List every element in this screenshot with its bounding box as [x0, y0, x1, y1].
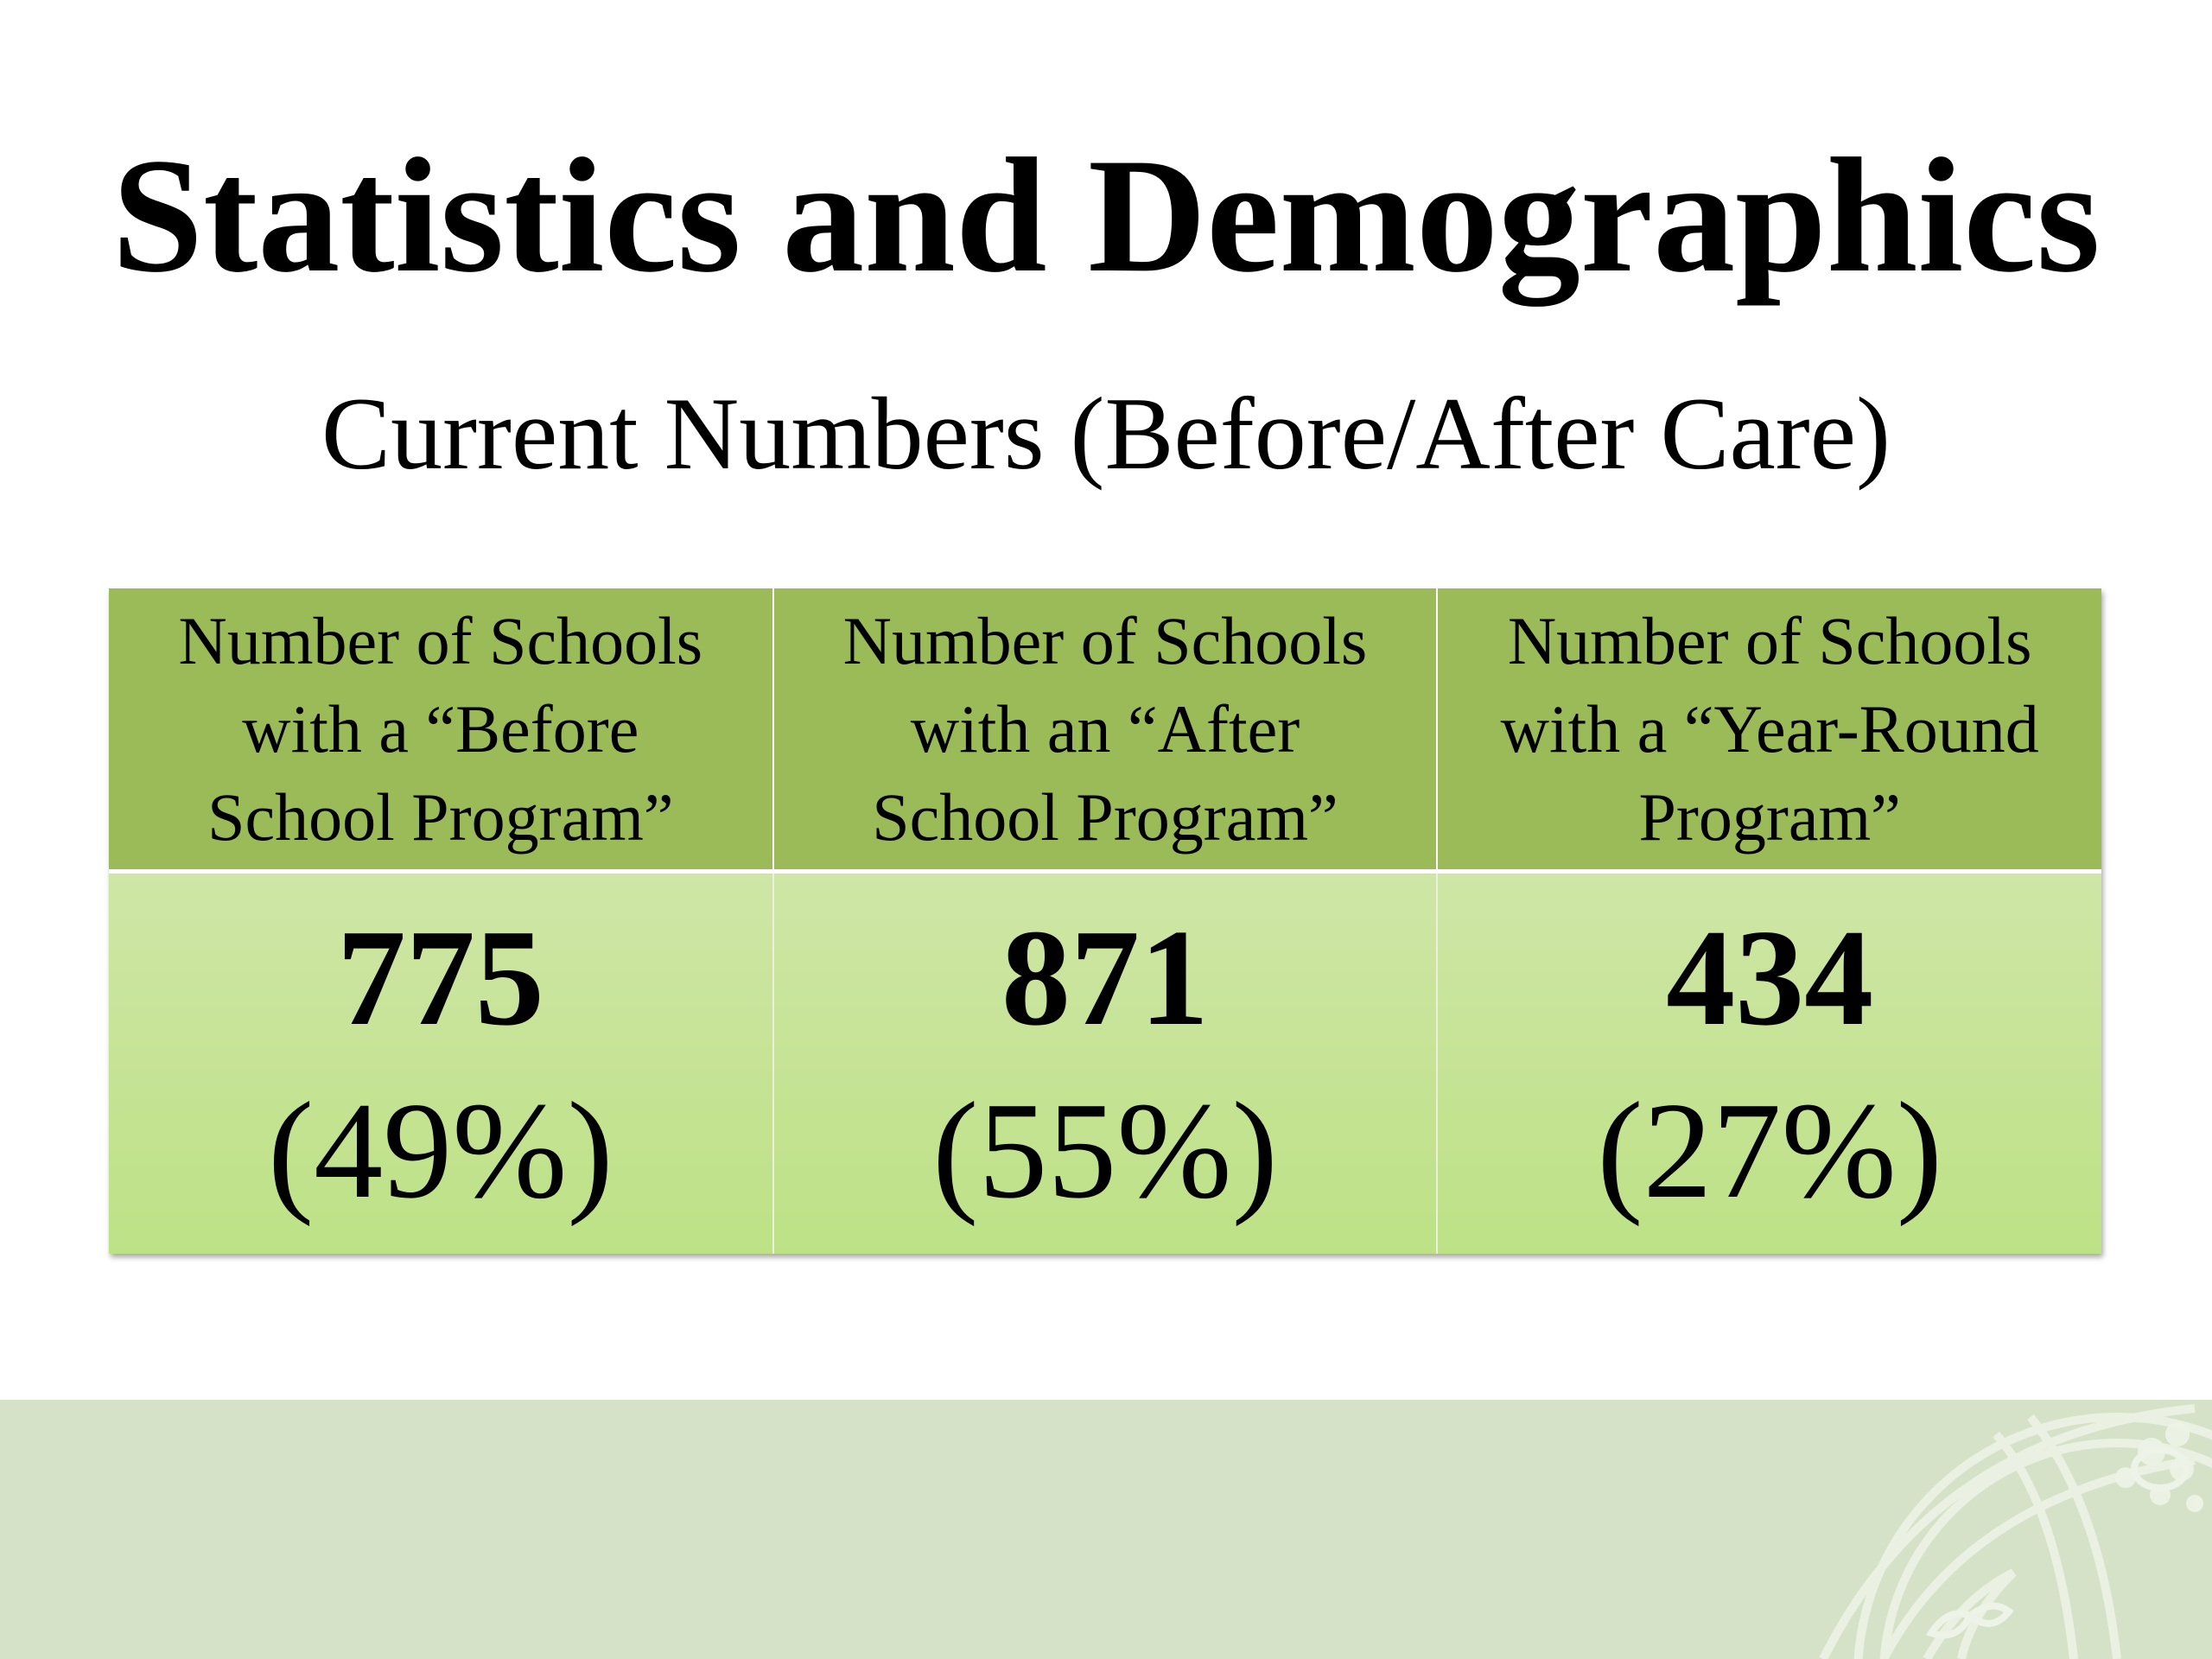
header-year-round — [1437, 588, 2101, 872]
year-round-count: 434 — [1666, 900, 1874, 1054]
header-before-school-label: Number of Schools with a “Before School Program” — [178, 602, 703, 855]
year-round-percent: (27%) — [1597, 1073, 1943, 1227]
before-school-count: 775 — [336, 900, 544, 1054]
table-value-row — [109, 872, 2101, 1255]
header-year-round-label: Number of Schools with a “Year-Round Program” — [1500, 602, 2039, 855]
cell-year-round — [1437, 872, 2101, 1255]
before-school-percent: (49%) — [267, 1073, 613, 1227]
cell-before-school — [109, 872, 773, 1255]
after-school-count: 871 — [1001, 900, 1209, 1054]
slide-subtitle: Current Numbers (Before/After Care) — [321, 376, 1891, 491]
header-after-school-label: Number of Schools with an “After School Program” — [842, 602, 1368, 855]
after-school-percent: (55%) — [932, 1073, 1278, 1227]
header-after-school — [773, 588, 1438, 872]
statistics-table — [109, 588, 2101, 1254]
floral-ornament-icon — [1711, 1400, 2212, 1659]
slide-title: Statistics and Demographics — [111, 125, 2101, 307]
header-before-school — [109, 588, 773, 872]
table-header-row — [109, 588, 2101, 872]
cell-after-school — [773, 872, 1438, 1255]
